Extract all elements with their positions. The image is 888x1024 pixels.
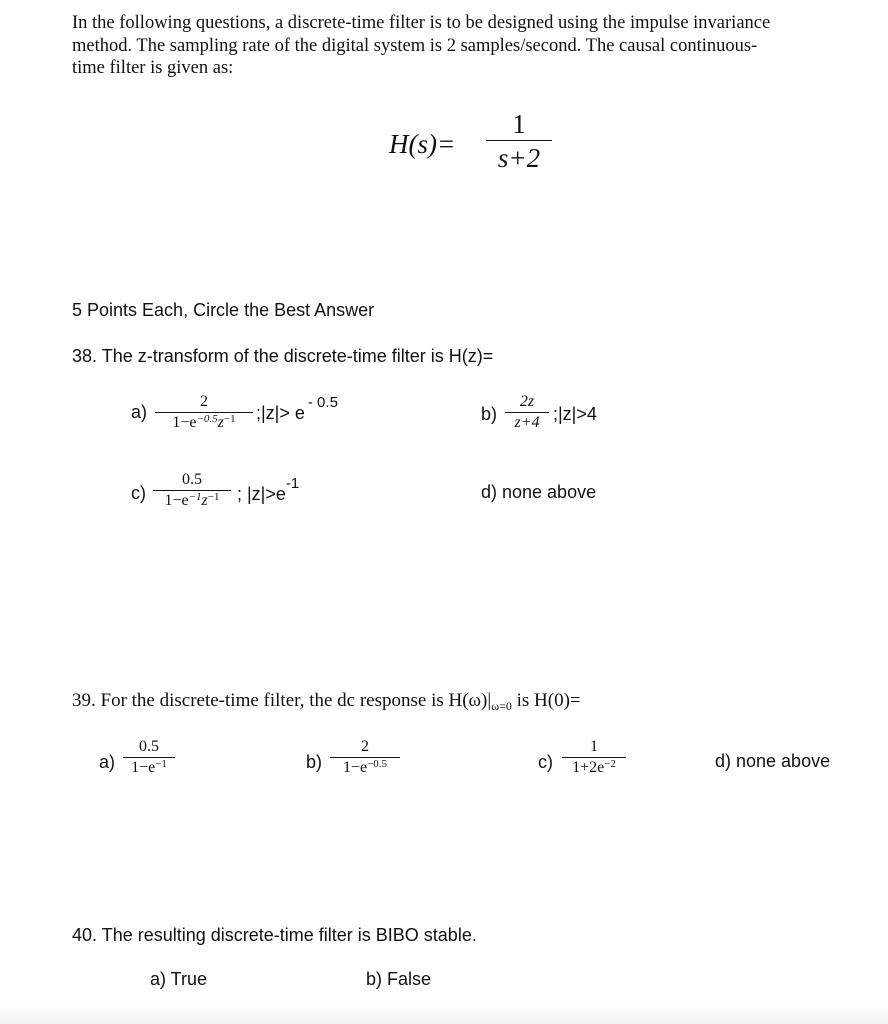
- q38-option-c-label[interactable]: c): [131, 483, 146, 503]
- roc-exp: - 0.5: [307, 394, 338, 411]
- q39-b-denominator: [330, 758, 400, 778]
- intro-line-1: In the following questions, a discrete-time filter is to be designed using the impulse invariance: [72, 13, 771, 33]
- q38-c-roc: [237, 475, 300, 505]
- q38-a-denominator: [155, 413, 253, 433]
- intro-line-2: method. The sampling rate of the digital system is 2 samples/second. The causal continuous-: [72, 35, 758, 56]
- den-exp: −0.5: [367, 758, 388, 770]
- q38-b-roc: ;|z|>4: [553, 404, 597, 424]
- den-z: z: [217, 414, 224, 431]
- transfer-function-lhs: H(s)=: [389, 129, 456, 159]
- q38-a-roc: [256, 394, 338, 424]
- den-z: z: [201, 492, 208, 509]
- transfer-function-numerator: 1: [512, 109, 526, 139]
- q39-prompt-text: 39. For the discrete-time filter, the dc response is H(ω)|: [72, 690, 492, 711]
- transfer-function-fraction: [486, 108, 552, 175]
- q38-option-b-label[interactable]: b): [481, 404, 498, 424]
- instructions: 5 Points Each, Circle the Best Answer: [72, 300, 375, 320]
- transfer-function-denominator: s+2: [497, 143, 541, 173]
- q39-prompt-end: is H(0)=: [511, 690, 581, 711]
- q40-prompt: 40. The resulting discrete-time filter is BIBO stable.: [72, 925, 477, 945]
- q38-option-a-fraction: [155, 392, 253, 433]
- q38-option-a-label[interactable]: a): [131, 402, 148, 422]
- den-exp: −2: [604, 758, 616, 770]
- intro-line-3: time filter is given as:: [72, 58, 234, 78]
- q38-option-b-fraction: [505, 392, 549, 433]
- den-exp: −1: [223, 413, 236, 425]
- den-exp: −1: [207, 491, 220, 503]
- q38-b-denominator: z+4: [514, 414, 540, 431]
- roc-exp: -1: [285, 475, 300, 492]
- q38-b-numerator: 2z: [519, 393, 535, 410]
- q40-option-a[interactable]: a) True: [150, 969, 208, 989]
- q39-option-b-label[interactable]: b): [306, 752, 323, 772]
- q39-b-numerator: 2: [361, 738, 369, 755]
- den-base: 1−e: [164, 492, 189, 509]
- roc-text: ; |z|>e: [237, 484, 286, 504]
- q40-option-b[interactable]: b) False: [366, 969, 432, 989]
- q38-a-numerator: 2: [200, 393, 208, 410]
- q39-a-denominator: [123, 758, 175, 778]
- q38-c-numerator: 0.5: [182, 471, 202, 488]
- den-base: 1−e: [131, 759, 156, 776]
- q38-prompt: 38. The z-transform of the discrete-time filter is H(z)=: [72, 346, 494, 366]
- q39-prompt-subscript: ω=0: [491, 699, 512, 713]
- den-exp: −0.5: [196, 413, 218, 425]
- intro-paragraph: [72, 12, 862, 80]
- den-exp: −1: [155, 758, 167, 770]
- q39-option-a-label[interactable]: a): [99, 752, 116, 772]
- q38-option-d-label[interactable]: d) none above: [481, 482, 597, 502]
- den-exp: −1: [188, 491, 202, 503]
- den-base: 1−e: [342, 759, 368, 776]
- q39-prompt: [72, 690, 581, 712]
- q38-option-c-fraction: [153, 470, 231, 511]
- q39-option-c-label[interactable]: c): [538, 752, 553, 772]
- den-base: 1+2e: [572, 759, 605, 776]
- q39-c-denominator: [562, 758, 626, 778]
- q39-c-numerator: 1: [590, 738, 598, 755]
- q39-option-c-fraction: [562, 737, 626, 778]
- den-base: 1−e: [172, 414, 197, 431]
- q39-a-numerator: 0.5: [139, 738, 159, 755]
- q39-option-b-fraction: [330, 737, 400, 778]
- roc-text: ;|z|> e: [256, 403, 305, 423]
- q39-option-d-label[interactable]: d) none above: [715, 751, 831, 771]
- q38-c-denominator: [153, 491, 231, 511]
- page-bottom-shadow: [0, 1004, 888, 1024]
- q39-option-a-fraction: [123, 737, 175, 778]
